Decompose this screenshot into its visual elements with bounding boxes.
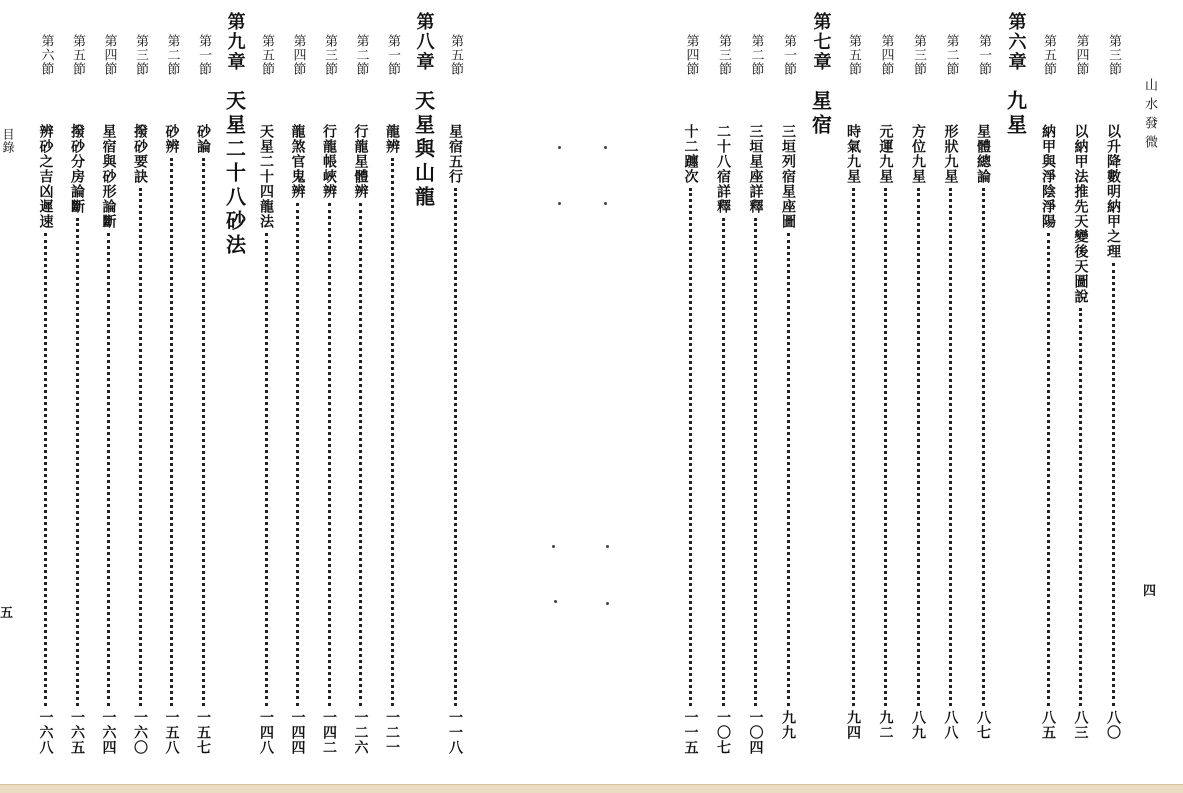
- section-number: 第五節: [846, 34, 861, 76]
- toc-entry: [873, 0, 899, 780]
- dot-leader: [949, 188, 952, 706]
- chapter-title: 天星二十八砂法: [222, 90, 247, 258]
- section-title: 三垣星座詳釋: [747, 124, 764, 214]
- section-title: 以升降數明納甲之理: [1105, 124, 1121, 259]
- toc-entry: [442, 0, 468, 780]
- toc-entry: [127, 0, 153, 780]
- chapter-number: 第九章: [224, 12, 246, 72]
- section-number: 第三節: [1106, 34, 1121, 76]
- toc-entry: [1100, 0, 1126, 780]
- section-title: 時氣九星: [845, 124, 861, 184]
- toc-entry: [64, 0, 90, 780]
- section-title: 撥砂要訣: [132, 124, 148, 184]
- section-title: 納甲與淨陰淨陽: [1040, 124, 1056, 229]
- chapter-title: 天星與山龍: [411, 90, 436, 210]
- dot-leader: [852, 188, 855, 706]
- toc-entry: [96, 0, 122, 780]
- page-reference: 一二一: [384, 710, 400, 755]
- section-number: 第四節: [683, 34, 699, 76]
- page-reference: 一六〇: [132, 710, 148, 755]
- section-number: 第一節: [385, 34, 400, 76]
- section-number: 第五節: [1041, 34, 1056, 76]
- section-title: 以納甲法推先天變後天圖說: [1072, 124, 1089, 304]
- section-title: 二十八宿詳釋: [715, 124, 731, 214]
- toc-chapter: [808, 0, 834, 780]
- section-number: 第四節: [878, 34, 894, 76]
- chapter-title: 九星: [1003, 90, 1028, 138]
- toc-entry: [379, 0, 405, 780]
- page-reference: 一六五: [69, 710, 85, 755]
- left-running-title: 目錄: [1, 128, 15, 154]
- dot-leader: [1079, 308, 1082, 706]
- section-title: 星體總論: [975, 124, 991, 184]
- section-title: 三垣列宿星座圖: [780, 124, 796, 229]
- page-reference: 八七: [975, 710, 991, 740]
- toc-entry: [316, 0, 342, 780]
- left-page-number: 五: [0, 606, 14, 621]
- section-number: 第二節: [353, 34, 369, 76]
- section-title: 辨砂之吉凶遲速: [37, 124, 54, 229]
- page-reference: 一二六: [352, 710, 369, 755]
- toc-entry: [905, 0, 931, 780]
- toc-entry: [33, 0, 59, 780]
- page-reference: 一五七: [195, 710, 211, 755]
- page-reference: 一〇四: [747, 710, 764, 755]
- section-title: 砂論: [195, 124, 211, 154]
- toc-entry: [938, 0, 964, 780]
- page-reference: 九九: [780, 710, 796, 740]
- dot-leader: [689, 188, 692, 706]
- dot-leader: [170, 158, 173, 706]
- section-title: 撥砂分房論斷: [69, 124, 85, 214]
- chapter-number: 第七章: [810, 12, 832, 72]
- toc-entry: [1035, 0, 1061, 780]
- section-number: 第三節: [911, 34, 926, 76]
- toc-entry: [159, 0, 185, 780]
- page-reference: 一一八: [447, 710, 463, 755]
- dot-leader: [787, 233, 790, 706]
- section-title: 十二躔次: [682, 124, 699, 184]
- page-reference: 一四八: [258, 710, 274, 755]
- section-number: 第二節: [943, 34, 959, 76]
- dot-leader: [44, 233, 47, 706]
- page-reference: 九二: [877, 710, 894, 740]
- section-number: 第四節: [290, 34, 306, 76]
- section-title: 形狀九星: [942, 124, 959, 184]
- toc-chapter: [222, 0, 248, 780]
- toc-entry: [285, 0, 311, 780]
- section-number: 第三節: [716, 34, 731, 76]
- dot-leader: [884, 188, 887, 706]
- toc-chapter: [411, 0, 437, 780]
- section-title: 天星二十四龍法: [258, 124, 274, 229]
- page-reference: 八三: [1072, 710, 1089, 740]
- toc-entry: [253, 0, 279, 780]
- page-reference: 九四: [845, 710, 861, 740]
- page-reference: 八九: [910, 710, 926, 740]
- section-title: 星宿與砂形論斷: [100, 124, 117, 229]
- section-title: 方位九星: [910, 124, 926, 184]
- right-page-number: 四: [1143, 584, 1157, 599]
- page-reference: 一六八: [37, 710, 54, 755]
- toc-entry: [840, 0, 866, 780]
- page-bottom-strip: [0, 784, 1183, 793]
- chapter-number: 第八章: [413, 12, 435, 72]
- section-title: 砂辨: [163, 124, 180, 154]
- section-number: 第三節: [322, 34, 337, 76]
- page-reference: 八八: [942, 710, 959, 740]
- page-reference: 八〇: [1105, 710, 1121, 740]
- dot-leader: [76, 218, 79, 706]
- dot-leader: [454, 188, 457, 706]
- toc-entry: [678, 0, 704, 780]
- section-number: 第五節: [448, 34, 463, 76]
- page-reference: 一五八: [163, 710, 180, 755]
- dot-leader: [1112, 263, 1115, 706]
- dot-leader: [202, 158, 205, 706]
- section-number: 第一節: [196, 34, 211, 76]
- section-number: 第二節: [164, 34, 180, 76]
- toc-chapter: [1003, 0, 1029, 780]
- section-number: 第一節: [781, 34, 796, 76]
- chapter-title: 星宿: [808, 90, 833, 138]
- dot-leader: [391, 158, 394, 706]
- dot-leader: [328, 203, 331, 706]
- section-title: 行龍星體辨: [352, 124, 369, 199]
- dot-leader: [296, 203, 299, 706]
- toc-entry: [743, 0, 769, 780]
- section-number: 第四節: [1073, 34, 1089, 76]
- page-reference: 一四四: [289, 710, 306, 755]
- right-page: [600, 0, 1183, 785]
- toc-entry: [190, 0, 216, 780]
- section-number: 第五節: [70, 34, 85, 76]
- dot-leader: [139, 188, 142, 706]
- dot-leader: [982, 188, 985, 706]
- section-title: 行龍帳峽辨: [321, 124, 337, 199]
- right-running-title: 山水發微: [1142, 78, 1157, 154]
- page-reference: 一一五: [682, 710, 699, 755]
- section-number: 第六節: [38, 34, 54, 76]
- dot-leader: [722, 218, 725, 706]
- dot-leader: [754, 218, 757, 706]
- dot-leader: [107, 233, 110, 706]
- dot-leader: [917, 188, 920, 706]
- page-reference: 一〇七: [715, 710, 731, 755]
- toc-entry: [970, 0, 996, 780]
- dot-leader: [265, 233, 268, 706]
- section-title: 龍辨: [384, 124, 400, 154]
- toc-entry: [710, 0, 736, 780]
- chapter-number: 第六章: [1005, 12, 1027, 72]
- toc-entry: [348, 0, 374, 780]
- dot-leader: [359, 203, 362, 706]
- section-number: 第一節: [976, 34, 991, 76]
- page-reference: 一四二: [321, 710, 337, 755]
- section-number: 第四節: [101, 34, 117, 76]
- dot-leader: [1047, 233, 1050, 706]
- section-title: 元運九星: [877, 124, 894, 184]
- section-number: 第五節: [259, 34, 274, 76]
- page-reference: 八五: [1040, 710, 1056, 740]
- left-page: [0, 0, 560, 785]
- section-number: 第三節: [133, 34, 148, 76]
- section-title: 龍煞官鬼辨: [289, 124, 306, 199]
- toc-entry: [1068, 0, 1094, 780]
- section-number: 第二節: [748, 34, 764, 76]
- section-title: 星宿五行: [447, 124, 463, 184]
- toc-entry: [775, 0, 801, 780]
- page-reference: 一六四: [100, 710, 117, 755]
